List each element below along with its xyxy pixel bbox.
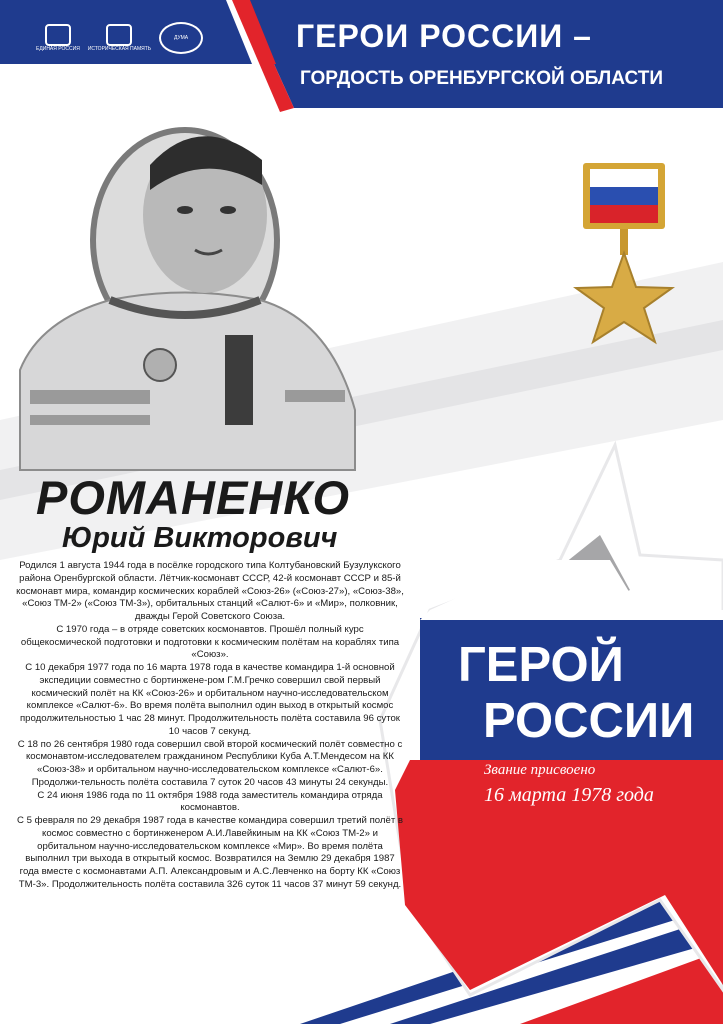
duma-logo-caption: ДУМА [174,35,189,41]
party-logo-caption: ЕДИНАЯ РОССИЯ [36,46,80,52]
historical-memory-logo-caption: ИСТОРИЧЕСКАЯ ПАМЯТЬ [87,46,152,52]
historical-memory-logo [88,24,151,52]
award-title-line1: ГЕРОЙ [458,638,624,692]
award-conferred-label: Звание присвоено [484,762,596,778]
person-surname: РОМАНЕНКО [36,471,351,524]
person-given-names: Юрий Викторович [62,522,338,554]
duma-logo [159,22,203,54]
bio-paragraph: С 5 февраля по 29 декабря 1987 года в качестве командира совершил третий полёт в космос совместно с бортинженером А.И.Лавейкиным на КК «Союз ТМ-2» и орбитальном научно-исследовательском комплексе «Мир». Во время полёта выполнил три выхода в открытый космос. Возвратился на Землю 29 декабря 1987 года вместе с космонавтами А.П. Александровым и А.С.Левченко на борту КК «Союз ТМ-3». Продолжительность полёта составила 326 суток 11 часов 37 минут 59 секунд. [17,815,403,890]
award-conferred-date: 16 марта 1978 года [484,784,654,806]
bio-paragraph: Родился 1 августа 1944 года в посёлке городского типа Колтубановский Бузулукского района Оренбургской области. Лётчик-космонавт СССР, 42-й космонавт СССР и 85-й космонавт мира, командир космических кораблей «Союз-26» («Союз-27»), «Союз-38», «Союз ТМ-2» («Союз ТМ-3»), орбитальных станций «Салют-6» и «Мир», полковник, дважды Герой Советского Союза. [16,560,404,622]
bio-paragraph: С 1970 года – в отряде советских космонавтов. Прошёл полный курс общекосмической подготовки и подготовки к космическим полётам на кораблях типа «Союз». [20,623,400,661]
header-subtitle: ГОРДОСТЬ ОРЕНБУРГСКОЙ ОБЛАСТИ [300,68,664,89]
header-title: ГЕРОИ РОССИИ – [296,18,592,54]
party-logo [36,24,80,52]
historical-memory-emblem-icon [106,24,132,46]
logo-row [36,20,203,56]
astronaut-portrait-photo [20,130,355,470]
bio-paragraph: С 24 июня 1986 года по 11 октября 1988 года заместитель командира отряда космонавтов. [37,789,383,814]
party-emblem-icon [45,24,71,46]
biography-text [16,560,404,892]
bio-paragraph: С 10 декабря 1977 года по 16 марта 1978 года в качестве командира 1-й основной экспедиции совместно с бортинжене-ром Г.М.Гречко совершил свой первый космический полёт на КК «Союз-26» и орбитальном научно-исследовательском комплексе «Салют-6». Во время полёта выполнил один выход в открытый космос продолжительностью 1 час 28 минут. Продолжительность полёта составила 96 суток 10 часов 7 секунд. [19,662,401,737]
duma-emblem-icon [159,22,203,54]
bio-paragraph: С 18 по 26 сентября 1980 года совершил свой второй космический полёт совместно с космонавтом-исследователем гражданином Республики Куба А.Т.Мендесом на КК «Союз-38» и орбитальном научно-исследовательском комплексе «Салют-6». Продолжи-тельность полёта составила 7 суток 20 часов 43 минуты 24 секунды. [17,738,403,788]
award-title-line2: РОССИИ [483,694,695,748]
